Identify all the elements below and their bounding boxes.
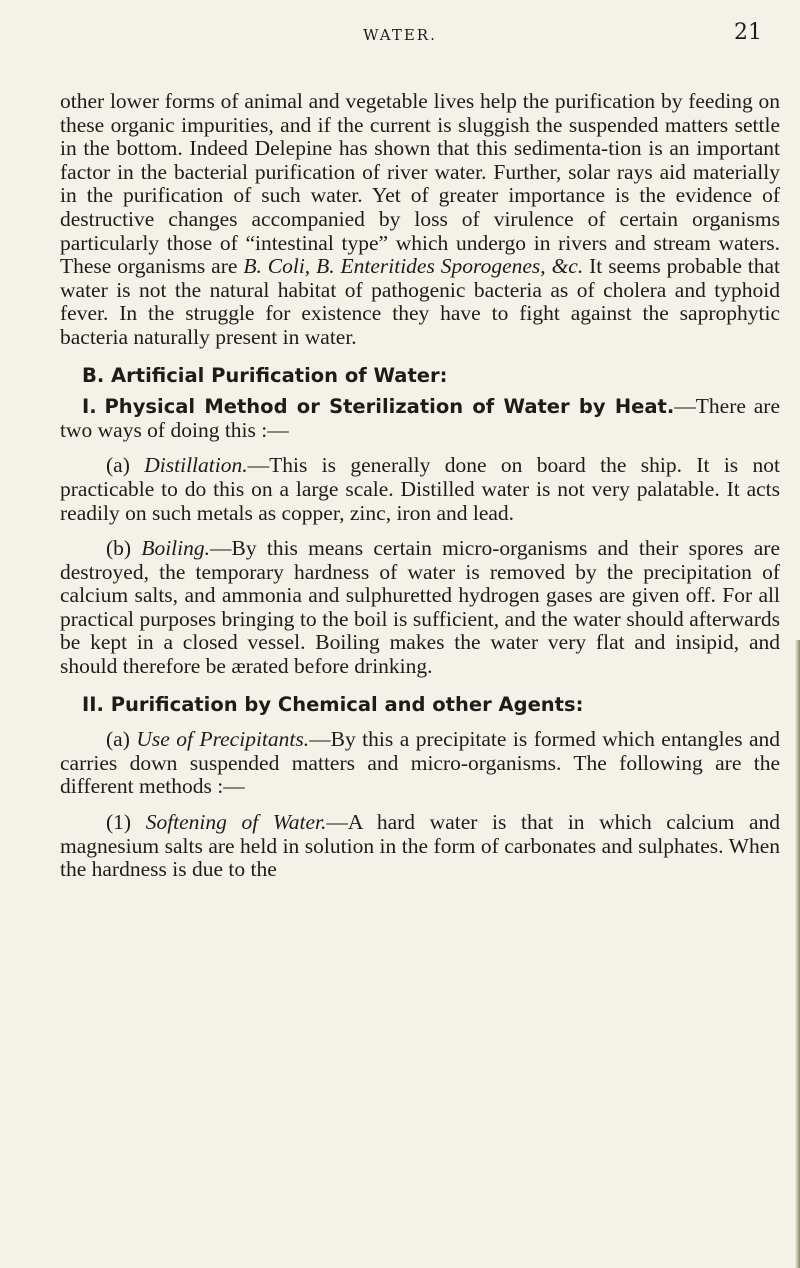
item-ii-a-text: —By this a precipitate is formed which entangles and carries down suspended matters and micro-organisms. The following are the different methods :— [60,727,780,799]
body-text [60,90,780,882]
item-ii-a-title: Use of Precipitants. [136,727,310,752]
paragraph-biological-purification [60,90,780,350]
para1-end: It seems probable that water is not the natural habitat of pathogenic bacteria as of cholera and typhoid fever. In the struggle for existence they have to fight against the saprophytic bacteria naturally present in water. [60,254,781,349]
page-edge-shadow [795,640,800,1268]
item-1-text: —A hard water is that in which calcium and magnesium salts are held in solution in the form of carbonates and sulphates. When the hardness is due to the [60,810,780,882]
item-b-label: (b) [106,536,132,561]
item-a-label: (a) [106,453,130,478]
running-title: WATER. [363,26,437,44]
item-1-title: Softening of Water. [145,810,327,835]
item-1-label: (1) [106,810,132,835]
section-heading-chemical-purification: II. Purification by Chemical and other Agents: [82,692,584,716]
subsection-title: Physical Method or Sterilization of Water by Heat. [104,395,675,419]
paragraph-boiling [60,537,780,679]
section-heading-artificial-purification: B. Artificial Purification of Water: [82,363,448,387]
subsection-number: I. [82,395,97,419]
paragraph-precipitants [60,728,780,799]
item-a-text: —This is generally done on board the ship. It is not practicable to do this on a large scale. Distilled water is not very palatable. It acts readily on such metals as copper, zinc, iron and lead. [60,453,780,525]
item-b-title: Boiling. [141,536,211,561]
species-list: B. Coli, B. Enteritides Sporogenes, &c. [243,254,584,279]
page-number: 21 [734,20,762,45]
running-head [0,20,800,50]
paragraph-softening [60,811,780,882]
subsection-physical-method [60,395,780,442]
subsection-intro: —There are two ways of doing this :— [60,394,780,442]
para1-text: other lower forms of animal and vegetable lives help the purification by feeding on these organic impurities, and if the current is sluggish the suspended matters settle in the bottom. Indeed Delepine has shown that this sedimenta-tion is an important factor in the bacterial purification of river water. Further, solar rays aid materially in the purification of such water. Yet of greater importance is the evidence of destructive changes accompanied by loss of virulence of certain organisms particularly those of “intestinal type” which undergo in rivers and stream waters. These organisms are [60,89,780,279]
item-a-title: Distillation. [144,453,248,478]
item-ii-a-label: (a) [106,727,130,752]
item-b-text: —By this means certain micro-organisms and their spores are destroyed, the temporary hardness of water is removed by the precipitation of calcium salts, and ammonia and sulphuretted hydrogen gases are given off. For all practical purposes bringing to the boil is sufficient, and the water should afterwards be kept in a closed vessel. Boiling makes the water very flat and insipid, and should therefore be ærated before drinking. [60,536,780,679]
paragraph-distillation [60,454,780,525]
